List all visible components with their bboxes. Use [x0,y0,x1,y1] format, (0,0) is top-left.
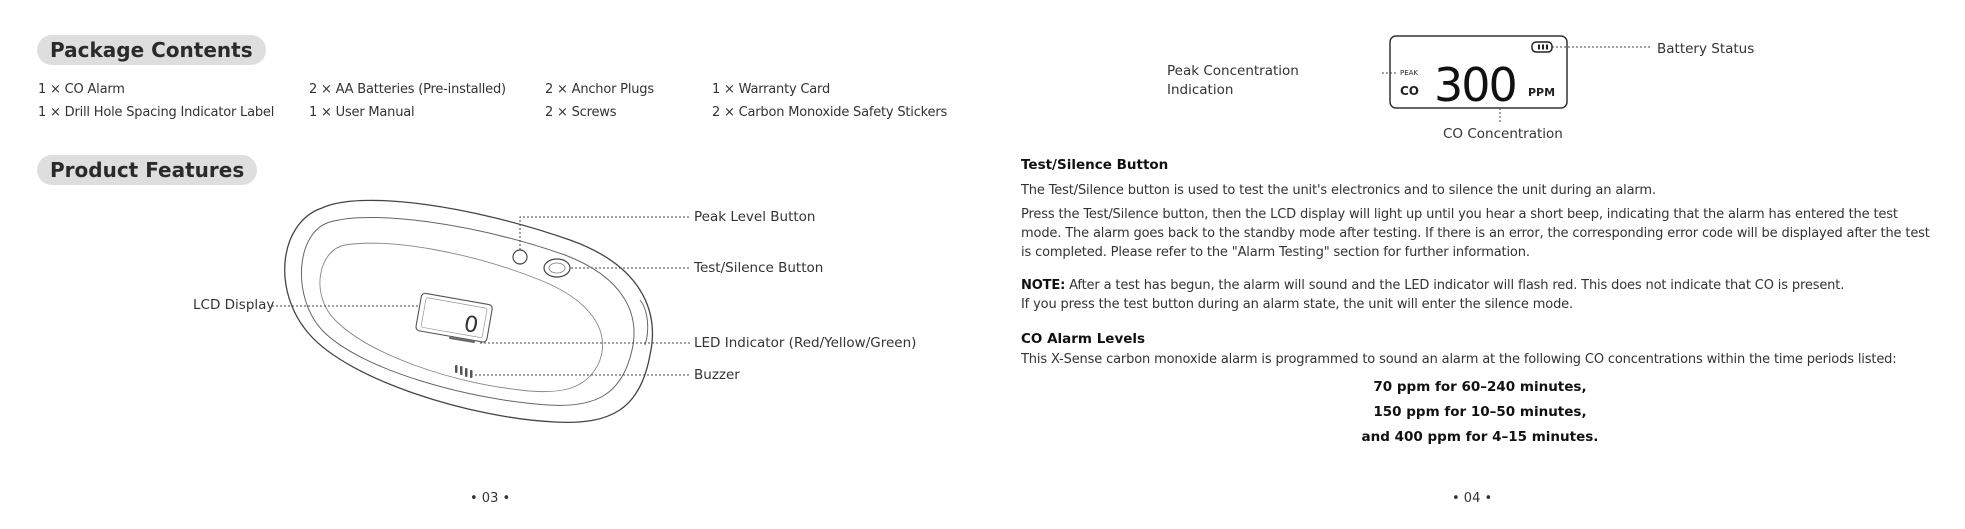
note-paragraph [1021,276,1936,295]
callout-led-indicator: LED Indicator (Red/Yellow/Green) [694,335,917,351]
peak-level-button [513,250,527,264]
lcd-value: 300 [1434,58,1516,112]
callout-battery-status: Battery Status [1657,41,1755,57]
package-contents-heading: Package Contents [37,35,266,65]
product-features-heading: Product Features [37,155,257,185]
package-item: 1 × User Manual [309,105,415,120]
note-label: NOTE: [1021,278,1066,293]
callout-test-silence-button: Test/Silence Button [694,260,824,276]
buzzer-holes [455,365,473,378]
callout-lcd-display: LCD Display [193,297,275,313]
callout-peak-level-button: Peak Level Button [694,209,816,225]
device-lcd-value: 0 [461,311,481,339]
lcd-peak-label: PEAK [1400,69,1419,77]
co-alarm-levels-intro: This X-Sense carbon monoxide alarm is programmed to sound an alarm at the following CO concentrations within the time periods listed: [1021,352,1897,367]
page-number-right: • 04 • [1452,491,1493,506]
alarm-level-item: 150 ppm for 10–50 minutes, [1373,404,1587,420]
alarm-level-item: 70 ppm for 60–240 minutes, [1373,379,1587,395]
note-paragraph-2: If you press the test button during an alarm state, the unit will enter the silence mode. [1021,297,1574,312]
test-silence-heading: Test/Silence Button [1021,157,1169,173]
package-item: 2 × Anchor Plugs [545,82,654,97]
callout-peak-concentration-line1: Peak Concentration [1167,63,1299,79]
callout-co-concentration: CO Concentration [1443,126,1563,142]
alarm-level-item: and 400 ppm for 4–15 minutes. [1361,429,1599,445]
lcd-unit: PPM [1528,86,1556,99]
note-text: After a test has begun, the alarm will sound and the LED indicator will flash red. This does not indicate that CO is present. [1065,278,1845,293]
battery-icon [1532,42,1552,52]
package-item: 2 × Screws [545,105,617,120]
package-item: 1 × Drill Hole Spacing Indicator Label [38,105,275,120]
package-item: 1 × Warranty Card [712,82,831,97]
co-alarm-levels-list [1290,375,1670,450]
test-silence-paragraph-2: Press the Test/Silence button, then the LCD display will light up until you hear a short beep, indicating that the alarm has entered the test mode. The alarm goes back to the standby mode after testing. If there is an error, the corresponding error code will be displayed after the test is completed. Please refer to the "Alarm Testing" section for further information. [1021,207,1930,260]
package-item: 2 × Carbon Monoxide Safety Stickers [712,105,948,120]
callout-buzzer: Buzzer [694,367,740,383]
package-item: 1 × CO Alarm [38,82,125,97]
test-silence-button [544,259,570,277]
package-item: 2 × AA Batteries (Pre-installed) [309,82,506,97]
device-lcd [415,293,493,343]
co-alarm-illustration [0,0,982,529]
co-alarm-levels-heading: CO Alarm Levels [1021,331,1146,347]
lcd-co-label: CO [1400,84,1420,98]
callout-peak-concentration-line2: Indication [1167,82,1234,98]
page-number-left: • 03 • [470,491,511,506]
test-silence-paragraph-1: The Test/Silence button is used to test the unit's electronics and to silence the unit during an alarm. [1021,183,1656,198]
